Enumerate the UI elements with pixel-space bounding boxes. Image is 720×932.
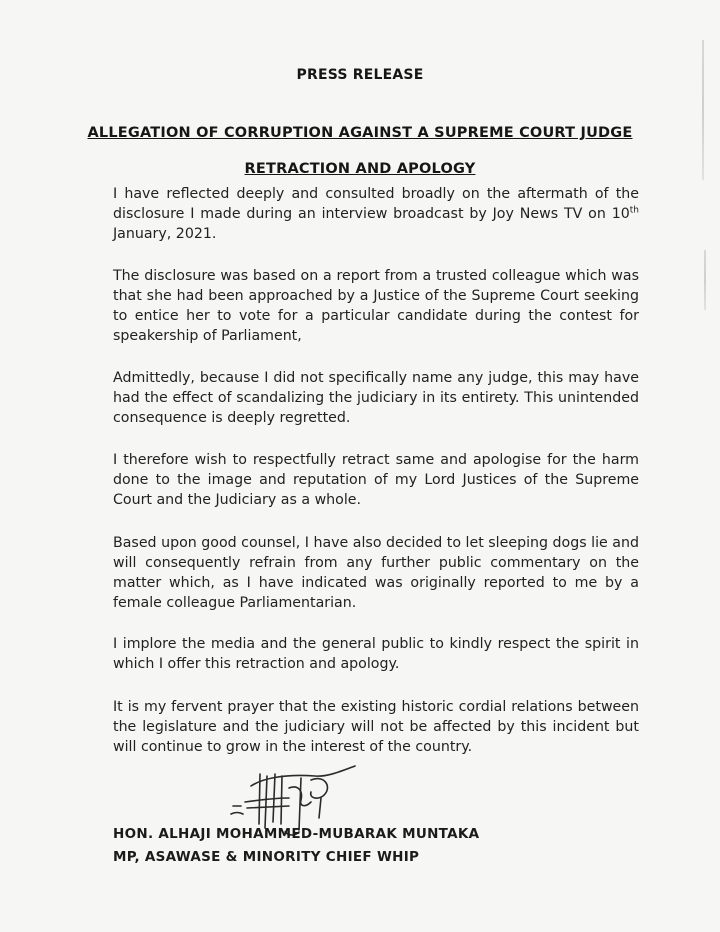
paragraph-1-date: January, 2021. [113,226,217,242]
paragraph-2: The disclosure was based on a report from a trusted colleague which was that she had been approached by a Justice of the Supreme Court seeking to entice her to vote for a particular candidate during the contest for speakership of Parliament, [113,268,639,344]
ordinal-suffix: th [629,205,639,216]
page-edge-mark [704,250,706,310]
paragraph-5: Based upon good counsel, I have also decided to let sleeping dogs lie and will consequently refrain from any further public commentary on the matter which, as I have indicated was originally reported to me by a female colleague Parliamentarian. [113,535,639,611]
page-edge-mark [702,40,704,180]
paragraph-1-text: I have reflected deeply and consulted broadly on the aftermath of the disclosure I made during an interview broadcast by Joy News TV on 10 [113,186,639,222]
document-label: PRESS RELEASE [296,67,424,83]
paragraph-6: I implore the media and the general public to kindly respect the spirit in which I offer this retraction and apology. [113,636,639,672]
headline-line-2: RETRACTION AND APOLOGY [244,161,476,177]
signatory-name: HON. ALHAJI MOHAMMED-MUBARAK MUNTAKA [113,826,480,842]
headline-line-1: ALLEGATION OF CORRUPTION AGAINST A SUPREME COURT JUDGE [87,125,633,141]
signatory-title: MP, ASAWASE & MINORITY CHIEF WHIP [113,849,420,865]
paragraph-3: Admittedly, because I did not specifically name any judge, this may have had the effect of scandalizing the judiciary in its entirety. This unintended consequence is deeply regretted. [113,370,639,426]
paragraph-4: I therefore wish to respectfully retract same and apologise for the harm done to the image and reputation of my Lord Justices of the Supreme Court and the Judiciary as a whole. [113,452,639,508]
paragraph-7: It is my fervent prayer that the existing historic cordial relations between the legislature and the judiciary will not be affected by this incident but will continue to grow in the interest of the country. [113,699,639,755]
paragraph-1 [113,184,639,244]
